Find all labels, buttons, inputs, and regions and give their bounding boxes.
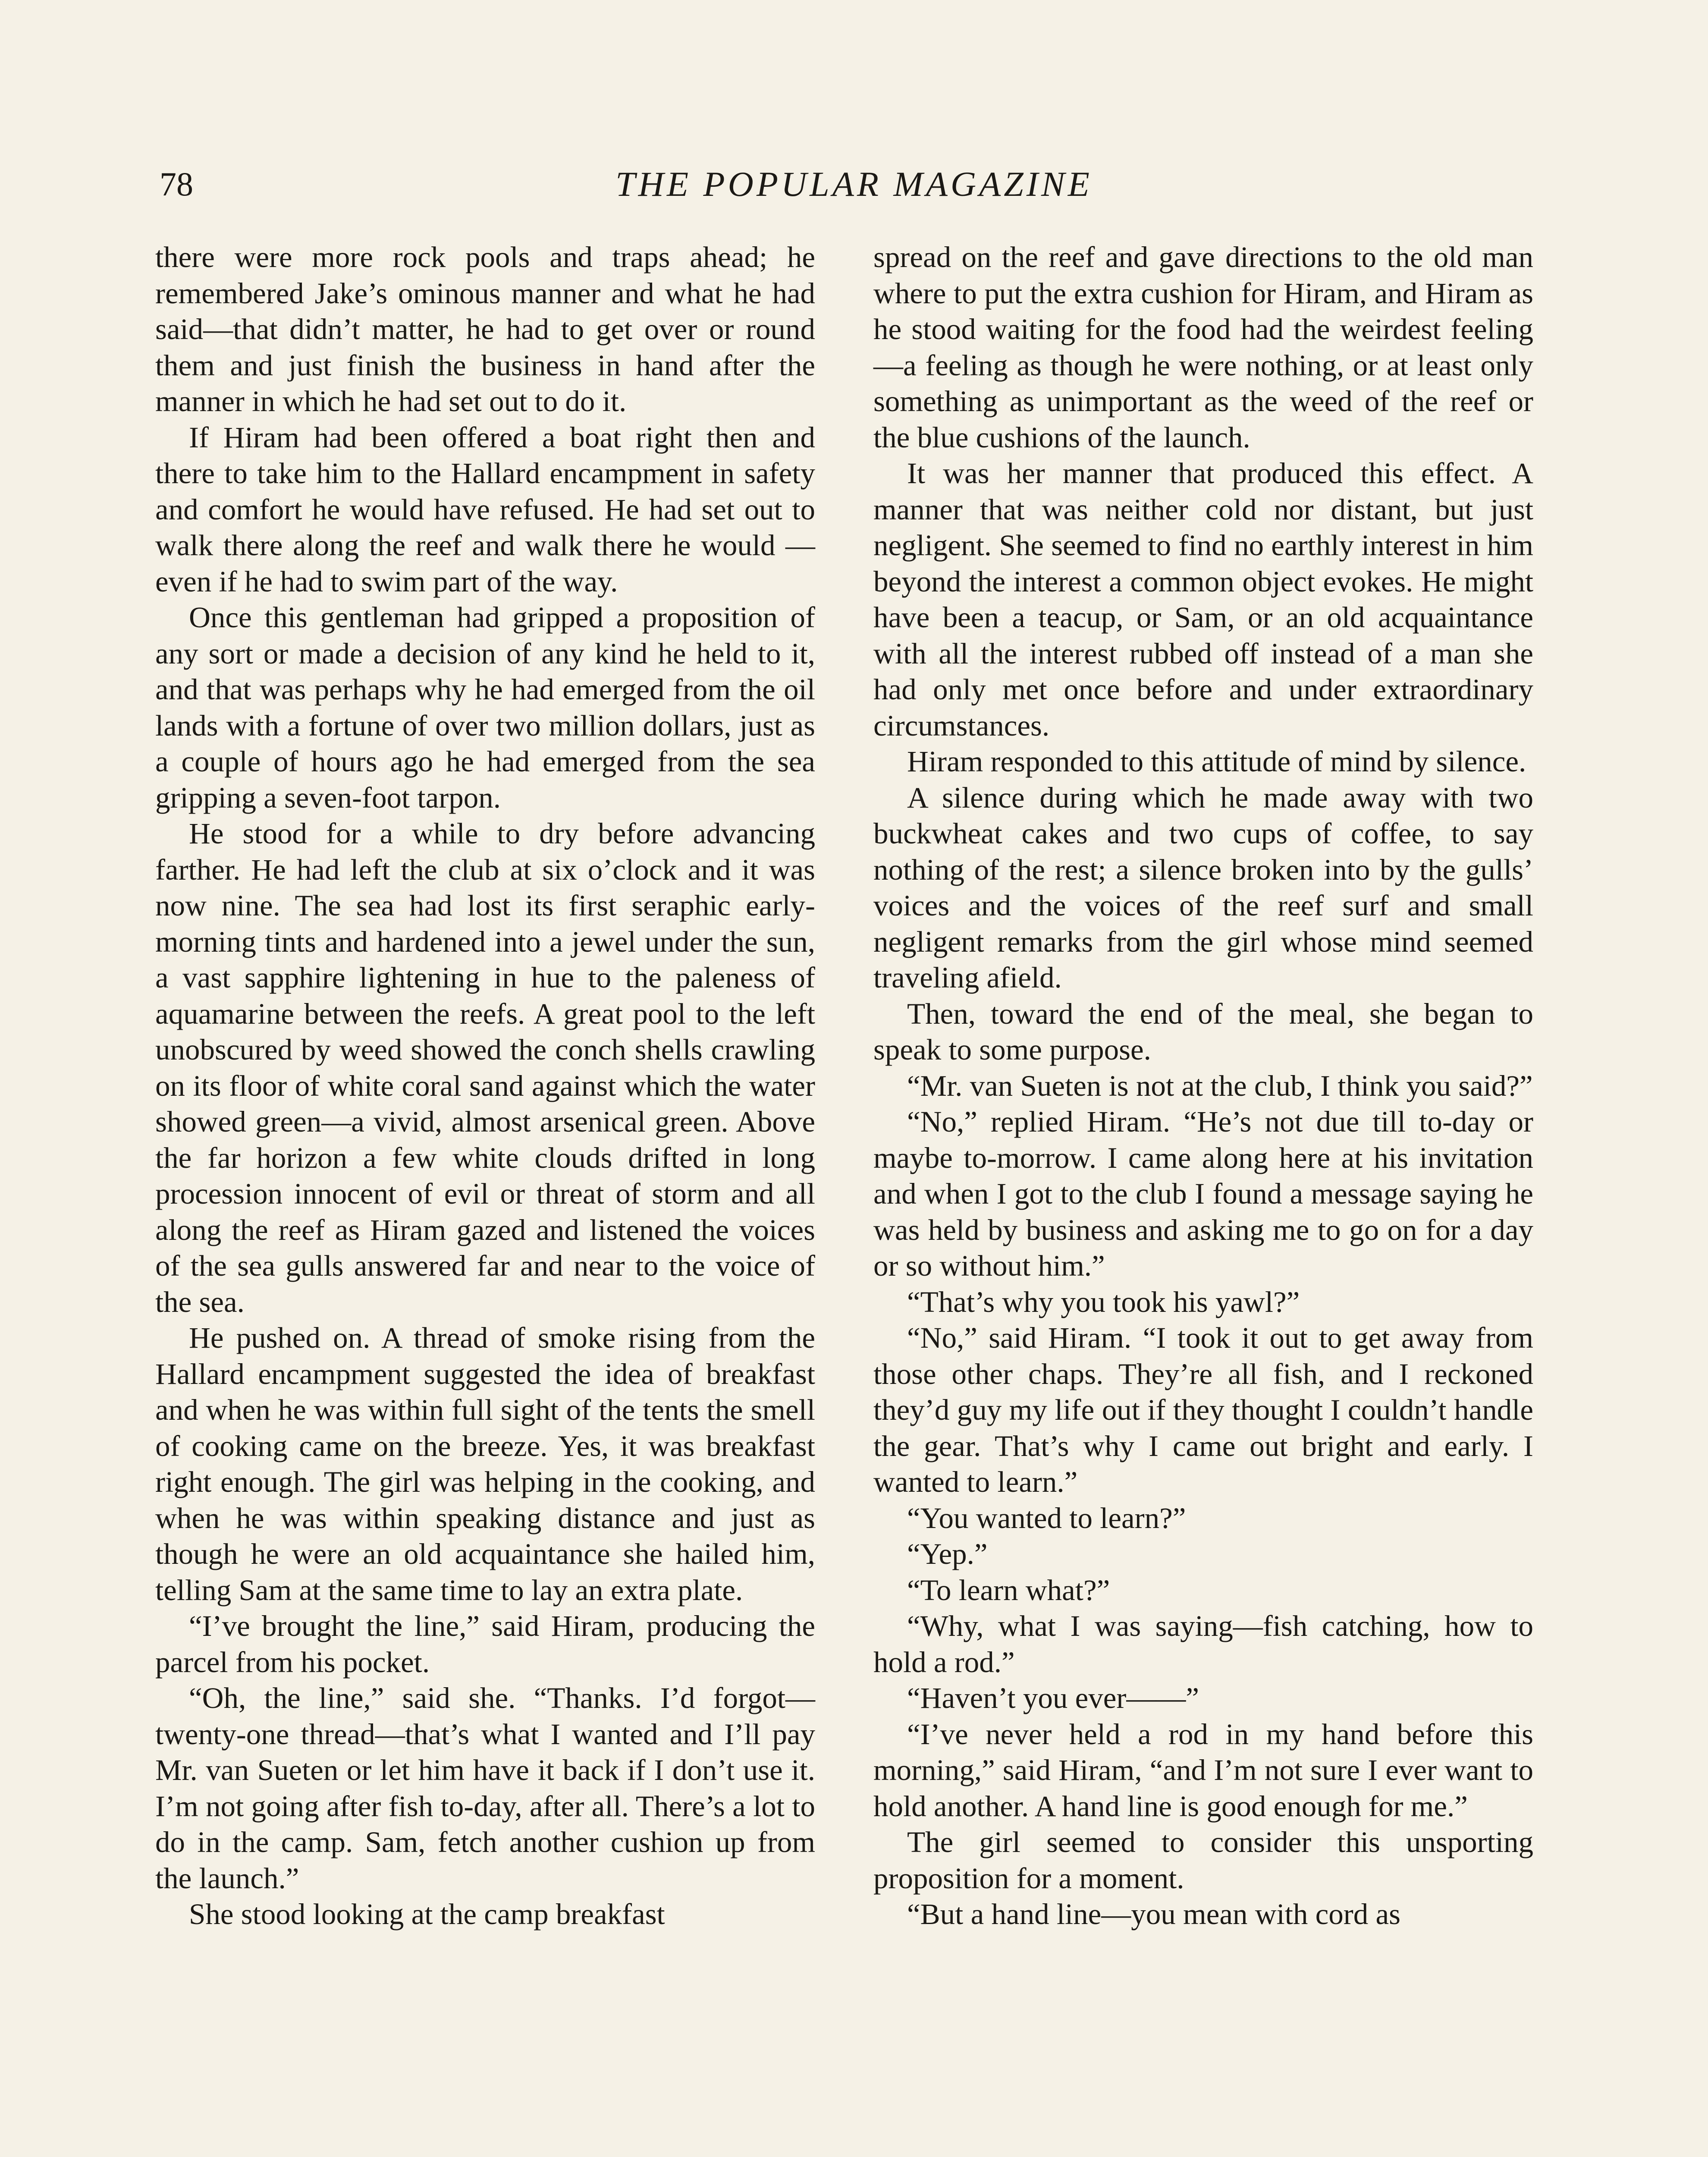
paragraph: If Hiram had been offered a boat right then and there to take him to the Hallard encampment in safety and comfort he would have refused. He had set out to walk there along the reef and walk there he would —even if he had to swim part of the way. <box>155 421 815 598</box>
left-column <box>155 239 815 1933</box>
paragraph: “Oh, the line,” said she. “Thanks. I’d forgot—twenty-one thread—that’s what I wanted and I’ll pay Mr. van Sueten or let him have it back if I don’t use it. I’m not going after fish to-day, after all. There’s a lot to do in the camp. Sam, fetch another cushion up from the launch.” <box>155 1682 815 1895</box>
paragraph: there were more rock pools and traps ahead; he remembered Jake’s ominous manner and what he had said—that didn’t matter, he had to get over or round them and just finish the business in hand after the manner in which he had set out to do it. <box>155 241 815 418</box>
paragraph: He stood for a while to dry before advancing farther. He had left the club at six o’clock and it was now nine. The sea had lost its first seraphic early-morning tints and hardened into a jewel under the sun, a vast sapphire lightening in hue to the paleness of aquamarine between the reefs. A great pool to the left unobscured by weed showed the conch shells crawling on its floor of white coral sand against which the water showed green—a vivid, almost arsenical green. Above the far horizon a few white clouds drifted in long procession innocent of evil or threat of storm and all along the reef as Hiram gazed and listened the voices of the sea gulls answered far and near to the voice of the sea. <box>155 817 815 1318</box>
paragraph: “You wanted to learn?” <box>907 1501 1186 1534</box>
paragraph: “Mr. van Sueten is not at the club, I think you said?” <box>907 1069 1533 1102</box>
paragraph: “To learn what?” <box>907 1573 1110 1607</box>
paragraph: “I’ve never held a rod in my hand before this morning,” said Hiram, “and I’m not sure I ever want to hold another. A hand line is good enough for me.” <box>873 1717 1533 1823</box>
paragraph: A silence during which he made away with two buckwheat cakes and two cups of coffee, to say nothing of the rest; a silence broken into by the gulls’ voices and the voices of the reef surf and small negligent remarks from the girl whose mind seemed traveling afield. <box>873 781 1533 994</box>
paragraph: The girl seemed to consider this unsporting proposition for a moment. <box>873 1826 1533 1895</box>
paragraph: “I’ve brought the line,” said Hiram, producing the parcel from his pocket. <box>155 1610 815 1679</box>
paragraph: “But a hand line—you mean with cord as <box>907 1898 1400 1931</box>
right-column <box>873 239 1533 1933</box>
page-number: 78 <box>160 165 193 203</box>
paragraph: “No,” replied Hiram. “He’s not due till to-day or maybe to-morrow. I came along here at his invitation and when I got to the club I found a message saying he was held by business and asking me to go on for a day or so without him.” <box>873 1105 1533 1282</box>
paragraph: “Why, what I was saying—fish catching, how to hold a rod.” <box>873 1610 1533 1679</box>
paragraph: Then, toward the end of the meal, she began to speak to some purpose. <box>873 997 1533 1066</box>
paragraph: spread on the reef and gave directions to the old man where to put the extra cushion for Hiram, and Hiram as he stood waiting for the food had the weirdest feeling—a feeling as though he were nothing, or at least only something as unimportant as the weed of the reef or the blue cushions of the launch. <box>873 241 1533 454</box>
paragraph: He pushed on. A thread of smoke rising from the Hallard encampment suggested the idea of breakfast and when he was within full sight of the tents the smell of cooking came on the breeze. Yes, it was breakfast right enough. The girl was helping in the cooking, and when he was within speaking distance and just as though he were an old acquaintance she hailed him, telling Sam at the same time to lay an extra plate. <box>155 1321 815 1607</box>
paragraph: “Yep.” <box>907 1538 988 1570</box>
paragraph: “That’s why you took his yawl?” <box>907 1285 1300 1318</box>
paragraph: “No,” said Hiram. “I took it out to get away from those other chaps. They’re all fish, and I reckoned they’d guy my life out if they thought I couldn’t handle the gear. That’s why I came out bright and early. I wanted to learn.” <box>873 1321 1533 1498</box>
magazine-title: THE POPULAR MAGAZINE <box>615 164 1093 204</box>
page-header <box>160 160 1548 212</box>
paragraph: It was her manner that produced this effect. A manner that was neither cold nor distant, but just negligent. She seemed to find no earthly interest in him beyond the interest a common object evokes. He might have been a teacup, or Sam, or an old acquaintance with all the interest rubbed off instead of a man she had only met once before and under extraordinary circumstances. <box>873 457 1533 742</box>
paragraph: Hiram responded to this attitude of mind by silence. <box>907 745 1526 778</box>
paragraph: Once this gentleman had gripped a proposition of any sort or made a decision of any kind he held to it, and that was perhaps why he had emerged from the oil lands with a fortune of over two million dollars, just as a couple of hours ago he had emerged from the sea gripping a seven-foot tarpon. <box>155 601 815 814</box>
paragraph: “Haven’t you ever——” <box>907 1682 1199 1714</box>
paragraph: She stood looking at the camp breakfast <box>189 1898 665 1931</box>
